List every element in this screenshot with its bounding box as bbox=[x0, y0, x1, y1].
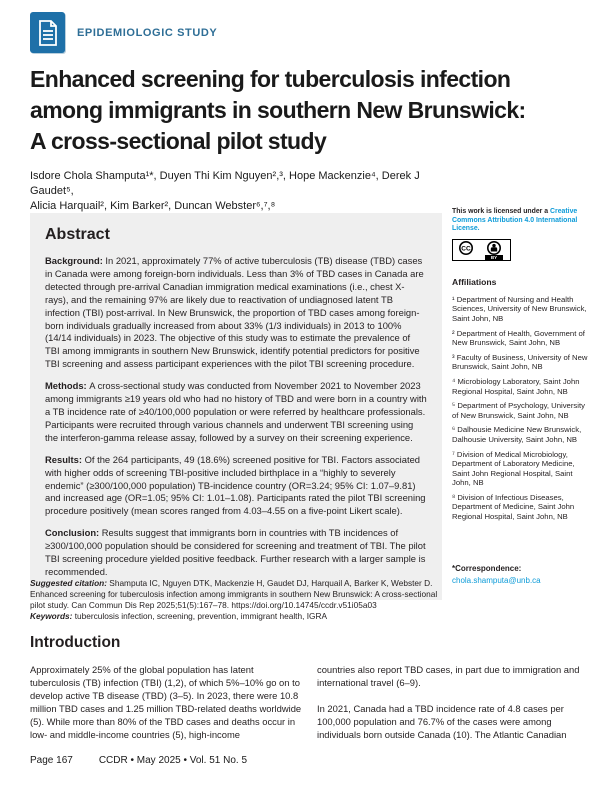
author-list bbox=[30, 169, 460, 214]
introduction-column-left bbox=[30, 664, 306, 755]
introduction-section bbox=[30, 634, 588, 755]
article-category-label: EPIDEMIOLOGIC STUDY bbox=[77, 26, 218, 39]
license-link[interactable]: Creative Commons Attribution 4.0 International License. bbox=[452, 208, 578, 233]
intro-paragraph: Approximately 25% of the global population has latent tuberculosis (TB) infection (TBI) (1,2), of which 5%–10% go on to develop active TB disease (TBD) (3–5). In 2023, there were 10.8 million TBD cases and 1.25 million TBD-related deaths worldwide (5). While more than 80% of the TBD cases and deaths occur in low- and middle-income countries (5), high-income bbox=[30, 664, 302, 740]
author-line-2: Alicia Harquail², Kim Barker², Duncan Webster⁶,⁷,⁸ bbox=[30, 200, 276, 212]
abstract-methods-label: Methods: bbox=[45, 380, 90, 392]
correspondence-block bbox=[452, 564, 588, 585]
abstract-background-text: In 2021, approximately 77% of active tuberculosis (TB) disease (TBD) cases in Canada were among foreign-born individuals. Less than 3% of TBD cases in Canada are detected through pre-arrival Canadian immigration medical examinations (i.e., chest X-rays), and the remaining 97% are likely due to reactivation of undiagnosed latent TB infection (TBI) post-arrival. In New Brunswick, the proportion of TBD cases among foreign-born individuals gradually increased from about 33% (1/3 individuals) in 2013 to 100% (14/14 individuals) in 2023. The objective of this study was to estimate the prevalence of TBI among immigrants in southern New Brunswick, identify potential predictors for positive TBI screening and assess participant experiences with the pilot TBI screening procedure. bbox=[45, 255, 424, 370]
sidebar bbox=[452, 208, 588, 585]
page-number: Page 167 bbox=[30, 755, 73, 766]
affiliation-4: ⁴ Microbiology Laboratory, Saint John Regional Hospital, Saint John, NB bbox=[452, 376, 580, 396]
keywords-text: tuberculosis infection, screening, prevention, immigrant health, IGRA bbox=[74, 611, 327, 621]
abstract-methods bbox=[45, 380, 427, 445]
page-footer bbox=[30, 755, 582, 766]
journal-line: CCDR • May 2025 • Vol. 51 No. 5 bbox=[98, 755, 248, 766]
abstract-conclusion-label: Conclusion: bbox=[45, 527, 102, 539]
abstract-box bbox=[30, 213, 442, 600]
intro-paragraph: countries also report TBD cases, in part due to immigration and international travel (6–9). bbox=[317, 664, 580, 688]
title-line-3: A cross-sectional pilot study bbox=[30, 128, 327, 154]
license-prefix: This work is licensed under a bbox=[452, 208, 551, 215]
author-line-1: Isdore Chola Shamputa¹*, Duyen Thi Kim Nguyen²,³, Hope Mackenzie⁴, Derek J Gaudet⁵, bbox=[30, 170, 420, 197]
document-icon-glyph bbox=[38, 20, 58, 46]
abstract-conclusion bbox=[45, 527, 427, 579]
abstract-conclusion-text: Results suggest that immigrants born in countries with TB incidences of ≥300/100,000 population should be considered for screening and treatment of TBI. The pilot TBI screening procedure yielded positive feedback. Further research with a larger sample is recommended. bbox=[45, 527, 426, 577]
abstract-heading: Abstract bbox=[45, 226, 110, 243]
article-type-header bbox=[30, 12, 217, 53]
affiliations-heading: Affiliations bbox=[452, 276, 497, 287]
introduction-heading: Introduction bbox=[30, 634, 121, 651]
license-statement bbox=[452, 208, 588, 234]
affiliation-1: ¹ Department of Nursing and Health Sciences, University of New Brunswick, Saint John, NB bbox=[452, 294, 587, 323]
abstract-results-label: Results: bbox=[45, 453, 85, 465]
abstract-background bbox=[45, 255, 427, 371]
abstract-results-text: Of the 264 participants, 49 (18.6%) screened positive for TBI. Factors associated with higher odds of screening TBI-positive included birthplace in a “highly to severely endemic” (≥300/100,000 population) TB-incidence country (OR=3.24; 95% CI: 1.07–9.81) and increased age (OR=1.05; 95% CI: 1.01–1.08). Participants rated the pilot TBI screening procedure positively (mean scores ranged from 4.03–4.55 on a five-point Likert scale). bbox=[45, 453, 426, 517]
affiliation-7: ⁷ Division of Medical Microbiology, Department of Laboratory Medicine, Saint John Regional Hospital, Saint John, NB bbox=[452, 449, 575, 488]
abstract-methods-text: A cross-sectional study was conducted from November 2021 to November 2023 among immigrants ≥19 years old who had no history of TBD and were born in a country with a TB incidence rate of ≥40/100,000 population or were referred by healthcare professionals. Participants were recruited through various channels and underwent TBI screening using the interferon-gamma release assay, followed by a survey on their screening experience. bbox=[45, 380, 427, 443]
cc-by-badge[interactable] bbox=[452, 239, 511, 261]
suggested-citation-label: Suggested citation: bbox=[30, 578, 110, 588]
by-glyph: BY bbox=[490, 254, 498, 260]
affiliation-3: ³ Faculty of Business, University of New Brunswick, Saint John, NB bbox=[452, 352, 588, 372]
affiliation-6: ⁶ Dalhousie Medicine New Brunswick, Dalhousie University, Saint John, NB bbox=[452, 425, 582, 444]
introduction-column-right bbox=[317, 664, 588, 755]
article-title bbox=[30, 64, 526, 157]
suggested-citation-text: Shamputa IC, Nguyen DTK, Mackenzie H, Gaudet DJ, Harquail A, Barker K, Webster D. Enhanced screening for tuberculosis infection among immigrants in southern New Brunswick: A cross-sectional pilot study. Can Commun Dis Rep 2025;51(5):167–78. https://doi.org/10.14745/ccdr.v51i05a03 bbox=[30, 578, 438, 610]
document-icon bbox=[30, 12, 65, 53]
correspondence-email-link[interactable]: chola.shamputa@unb.ca bbox=[452, 575, 541, 585]
abstract-results bbox=[45, 454, 427, 519]
keywords-label: Keywords: bbox=[30, 611, 75, 621]
affiliation-5: ⁵ Department of Psychology, University of New Brunswick, Saint John, NB bbox=[452, 401, 585, 420]
cc-glyph: CC bbox=[461, 245, 471, 253]
suggested-citation bbox=[30, 578, 445, 622]
affiliation-2: ² Department of Health, Government of New Brunswick, Saint John, NB bbox=[452, 328, 585, 348]
title-line-2: among immigrants in southern New Brunswick: bbox=[30, 97, 526, 123]
intro-paragraph: In 2021, Canada had a TBD incidence rate of 4.8 cases per 100,000 population and 76.7% of the cases were among individuals born outside Canada (10). The Atlantic Canadian bbox=[317, 702, 567, 740]
abstract-background-label: Background: bbox=[45, 255, 106, 266]
title-line-1: Enhanced screening for tuberculosis infection bbox=[30, 66, 511, 92]
affiliation-8: ⁸ Division of Infectious Diseases, Department of Medicine, Saint John Regional Hospital, Saint John, NB bbox=[452, 492, 575, 522]
correspondence-label: *Correspondence: bbox=[452, 563, 522, 573]
